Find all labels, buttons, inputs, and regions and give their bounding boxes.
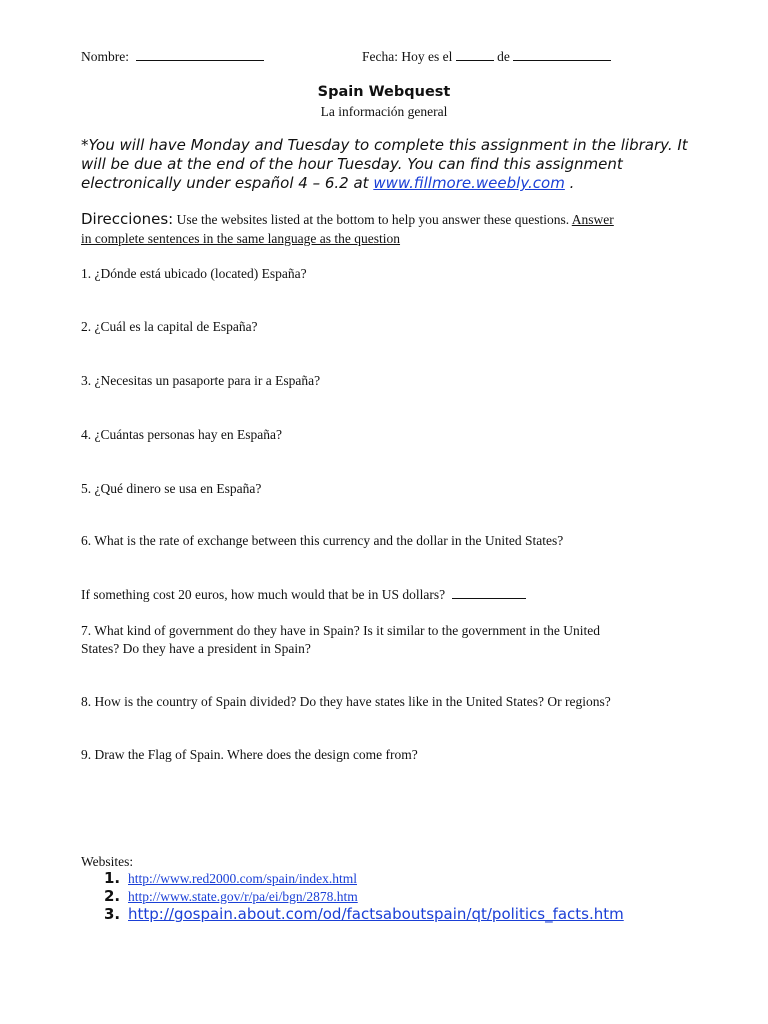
websites-label: Websites: [81, 854, 134, 869]
fecha-label: Fecha: [362, 49, 398, 64]
page-title: Spain Webquest [317, 84, 451, 100]
conversion-text: If something cost 20 euros, how much would that be in US dollars? [81, 587, 446, 602]
assignment-note [81, 136, 691, 193]
question-7-line-2: States? Do they have a president in Spain? [81, 641, 311, 656]
question-4: 4. ¿Cuántas personas hay en España? [81, 427, 282, 442]
de-text: de [497, 49, 510, 64]
directions [81, 210, 691, 229]
website-number: 1. [104, 869, 121, 887]
nombre-blank[interactable] [136, 48, 264, 61]
directions-underlined-1: Answer [571, 212, 614, 227]
day-blank[interactable] [456, 48, 494, 61]
nombre-label: Nombre: [81, 49, 129, 64]
websites-list [104, 869, 624, 923]
nombre-row [81, 48, 264, 65]
question-7-line-1: 7. What kind of government do they have in Spain? Is it similar to the government in the United [81, 623, 601, 638]
question-5: 5. ¿Qué dinero se usa en España? [81, 481, 262, 496]
directions-heading: Direcciones: [81, 210, 174, 228]
website-link-red2000[interactable]: http://www.red2000.com/spain/index.html [128, 871, 357, 886]
weebly-link[interactable]: www.fillmore.weebly.com [373, 174, 565, 192]
website-link-state-gov[interactable]: http://www.state.gov/r/pa/ei/bgn/2878.htm [128, 889, 358, 904]
question-1: 1. ¿Dónde está ubicado (located) España? [81, 266, 307, 281]
conversion-blank[interactable] [452, 586, 526, 599]
question-9: 9. Draw the Flag of Spain. Where does the design come from? [81, 747, 418, 762]
question-6: 6. What is the rate of exchange between this currency and the dollar in the United States? [81, 533, 564, 548]
website-item [104, 905, 624, 923]
note-text: *You will have Monday and Tuesday to complete this assignment in the library. It will be due at the end of the hour Tuesday. You can find this assignment electronically under español 4 – 6.2 at [81, 136, 688, 192]
question-3: 3. ¿Necesitas un pasaporte para ir a España? [81, 373, 321, 388]
page-subtitle: La información general [320, 104, 448, 119]
conversion-question [81, 586, 526, 603]
directions-text: Use the websites listed at the bottom to help you answer these questions. [173, 212, 572, 227]
fecha-text: Hoy es el [401, 49, 453, 64]
website-link-gospain[interactable]: http://gospain.about.com/od/factsaboutspain/qt/politics_facts.htm [128, 905, 624, 923]
website-number: 3. [104, 905, 121, 923]
question-8: 8. How is the country of Spain divided? Do they have states like in the United States? Or regions? [81, 694, 611, 709]
website-item [104, 887, 624, 905]
fecha-row [362, 48, 611, 65]
month-blank[interactable] [513, 48, 611, 61]
note-end: . [564, 174, 575, 192]
website-number: 2. [104, 887, 121, 905]
directions-underlined-2: in complete sentences in the same language as the question [81, 231, 401, 246]
question-2: 2. ¿Cuál es la capital de España? [81, 319, 258, 334]
website-item [104, 869, 624, 887]
